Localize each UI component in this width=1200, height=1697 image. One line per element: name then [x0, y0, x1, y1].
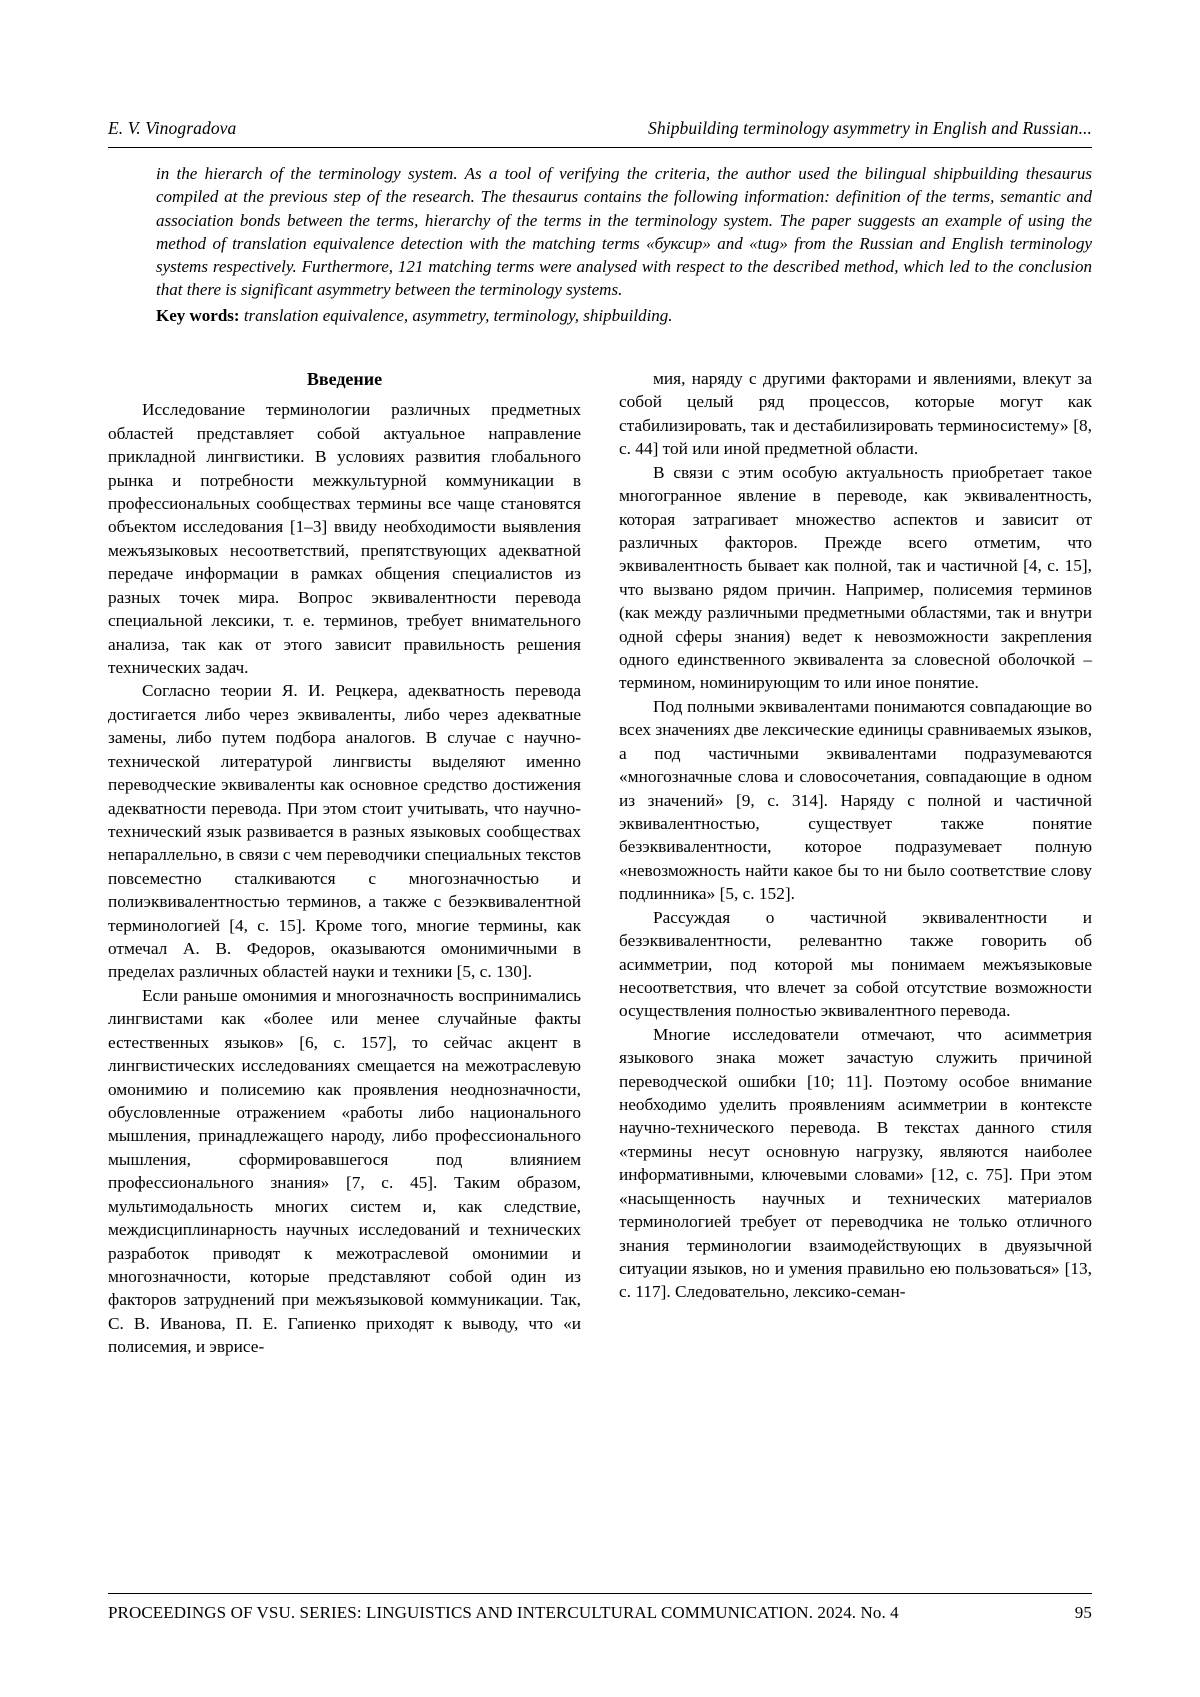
abstract-block [156, 162, 1092, 327]
footer-journal-line: PROCEEDINGS OF VSU. SERIES: LINGUISTICS AND INTERCULTURAL COMMUNICATION. 2024. No. 4 [108, 1603, 899, 1622]
keywords-line [156, 304, 1092, 327]
paragraph: Согласно теории Я. И. Рецкера, адекватность перевода достигается либо через эквиваленты, либо через адекватные замены, либо путем подбора аналогов. В случае с научно-технической литературой лингвисты выделяют именно переводческие эквиваленты как основное средство достижения адекватности перевода. При этом стоит учитывать, что научно-технический язык развивается в разных языковых сообществах непараллельно, в связи с чем переводчики специальных текстов повсеместно сталкиваются с многозначностью и полиэквивалентностью терминов, а также с безэквивалентной терминологией [4, с. 15]. Кроме того, многие термины, как отмечал А. В. Федоров, оказываются омонимичными в пределах различных областей науки и техники [5, с. 130]. [108, 681, 581, 982]
page-number: 95 [1074, 1603, 1092, 1622]
abstract-text: in the hierarch of the terminology system. As a tool of verifying the criteria, the author used the bilingual shipbuilding thesaurus compiled at the previous step of the research. The thesaurus contains the following information: definition of the terms, semantic and association bonds between the terms, hierarchy of the terms in the terminology system. The paper suggests an example of using the method of translation equivalence detection with the matching terms «буксир» and «tug» from the Russian and English terminology systems respectively. Furthermore, 121 matching terms were analysed with respect to the described method, which led to the conclusion that there is significant asymmetry between the terminology systems. [156, 164, 1092, 300]
running-head-author: E. V. Vinogradova [108, 118, 237, 138]
paragraph: В связи с этим особую актуальность приобретает такое многогранное явление в переводе, как эквивалентность, которая затрагивает множество аспектов и зависит от различных факторов. Прежде всего отметим, что эквивалентность бывает как полной, так и частичной [4, с. 15], что вызвано рядом причин. Например, полисемия терминов (как между различными предметными областями, так и внутри одной сферы знания) ведет к невозможности закрепления одного единственного эквивалента за словесной оболочкой – термином, номинирующим то или иное понятие. [619, 462, 1092, 693]
footer-divider [108, 1593, 1092, 1594]
keywords-value: translation equivalence, asymmetry, terminology, shipbuilding. [243, 305, 673, 325]
left-column [108, 367, 581, 1359]
running-head-title: Shipbuilding terminology asymmetry in English and Russian... [648, 118, 1092, 138]
paragraph: Исследование терминологии различных предметных областей представляет собой актуальное направление прикладной лингвистики. В условиях развития глобального рынка и потребности межкультурной коммуникации в профессиональных сообществах термины все чаще становятся объектом исследования [1–3] ввиду необходимости выявления межъязыковых несоответствий, препятствующих адекватной передаче информации в рамках общения специалистов из разных точек мира. Вопрос эквивалентности перевода специальной лексики, т. е. терминов, требует внимательного анализа, так как от этого зависит правильность решения технических задач. [108, 400, 581, 677]
header-divider [108, 147, 1092, 148]
right-column [619, 367, 1092, 1359]
paragraph: Под полными эквивалентами понимаются совпадающие во всех значениях две лексические единицы сравниваемых языков, а под частичными эквивалентами подразумеваются «многозначные слова и словосочетания, совпадающие в одном из значений» [9, с. 314]. Наряду с полной и частичной эквивалентностью, существует также понятие безэквивалентности, которое подразумевает полную «невозможность найти какое бы то ни было соответствие слову подлинника» [5, с. 152]. [619, 696, 1092, 904]
paragraph: Многие исследователи отмечают, что асимметрия языкового знака может зачастую служить причиной переводческой ошибки [10; 11]. Поэтому особое внимание необходимо уделить проявлениям асимметрии в контексте научно-технического перевода. В текстах данного стиля «термины несут основную нагрузку, являются наиболее информативными, ключевыми словами» [12, с. 75]. При этом «насыщенность научных и технических материалов терминологией требует от переводчика не только отличного знания терминологии взаимодействующих в двуязычной ситуации языков, но и умения правильно ею пользоваться» [13, с. 117]. Следовательно, лексико-семан- [619, 1024, 1092, 1302]
keywords-label: Key words: [156, 305, 240, 325]
section-title: Введение [306, 368, 383, 389]
paragraph: Рассуждая о частичной эквивалентности и безэквивалентности, релевантно также говорить об асимметрии, под которой мы понимаем межъязыковые несоответствия, что влечет за собой отсутствие возможности осуществления полностью эквивалентного перевода. [619, 907, 1092, 1021]
paragraph: мия, наряду с другими факторами и явлениями, влекут за собой целый ряд процессов, которые могут как стабилизировать, так и дестабилизировать терминосистему» [8, с. 44] той или иной предметной области. [619, 368, 1092, 459]
page-footer [108, 1593, 1092, 1623]
body-columns [108, 367, 1092, 1359]
paragraph: Если раньше омонимия и многозначность воспринимались лингвистами как «более или менее случайные факты естественных языков» [6, с. 157], то сейчас акцент в лингвистических исследованиях смещается на межотраслевую омонимию и полисемию как проявления неоднозначности, обусловленные отражением «работы либо национального мышления, принадлежащего народу, либо профессионального мышления, сформировавшегося под влиянием профессионального знания» [7, с. 45]. Таким образом, мультимодальность многих систем и, как следствие, междисциплинарность научных исследований и технических разработок приводят к межотраслевой омонимии и многозначности, которые представляют собой один из факторов затруднений при межъязыковой коммуникации. Так, С. В. Иванова, П. Е. Гапиенко приходят к выводу, что «и полисемия, и эврисе- [108, 985, 581, 1357]
running-head [108, 118, 1092, 147]
